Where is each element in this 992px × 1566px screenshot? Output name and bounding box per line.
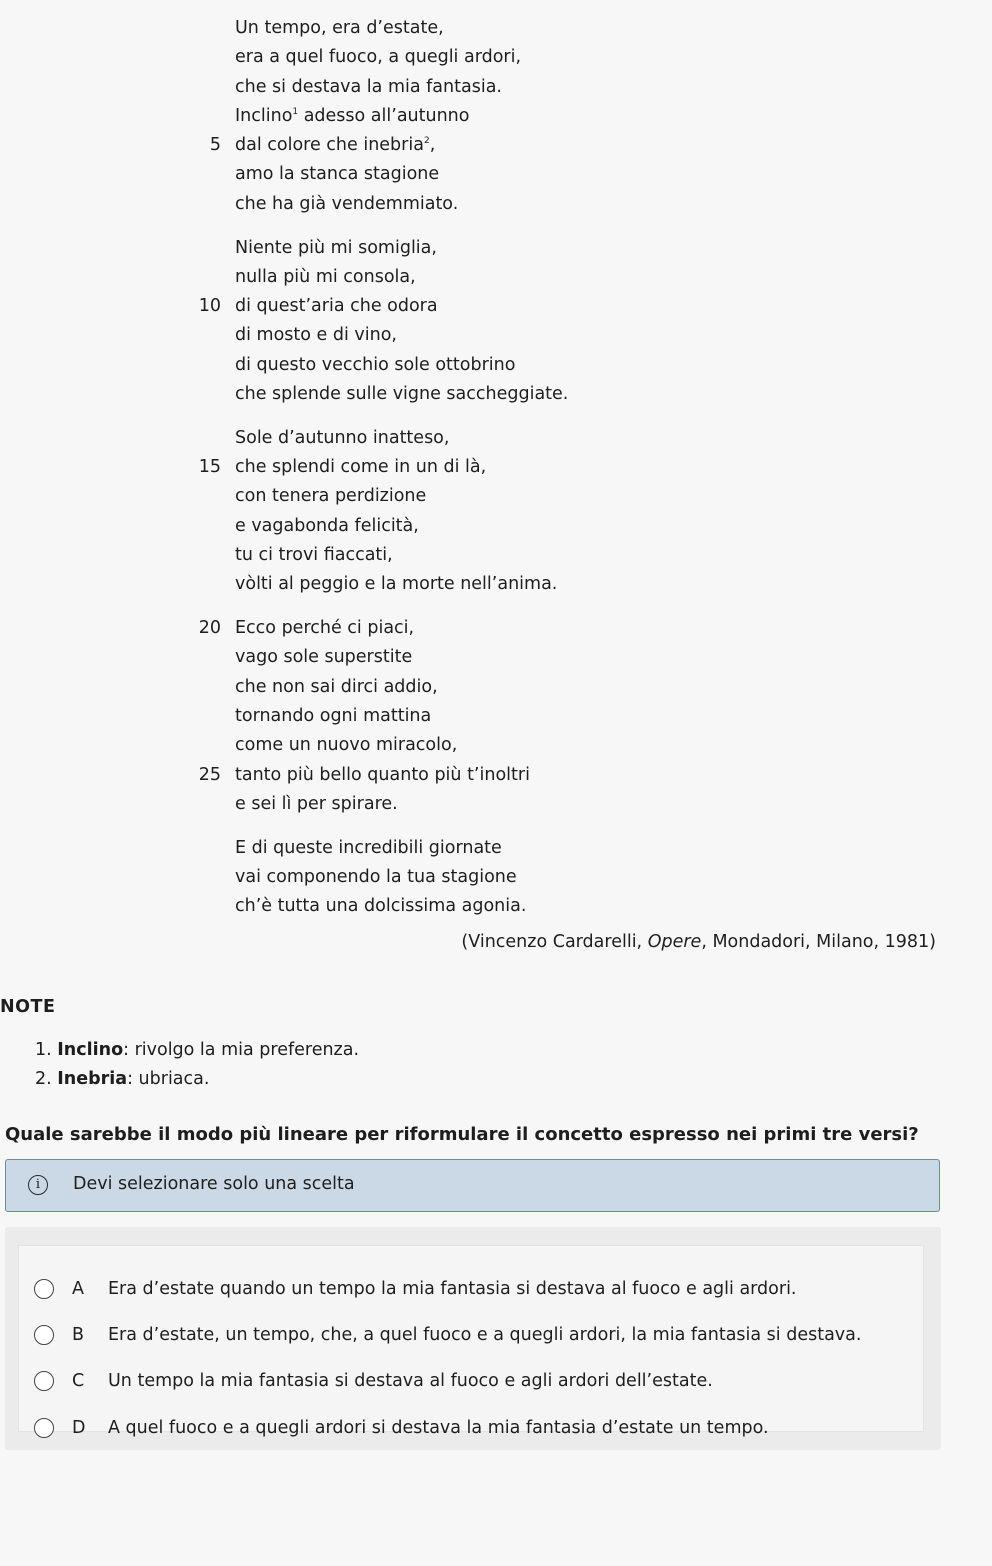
line-text-main: Inclino bbox=[235, 105, 293, 126]
line-number: 25 bbox=[198, 764, 221, 785]
option-text: A quel fuoco e a quegli ardori si destava la mia fantasia d’estate un tempo. bbox=[108, 1418, 769, 1438]
option-c[interactable] bbox=[34, 1369, 914, 1397]
line-text: vai componendo la tua stagione bbox=[235, 867, 517, 888]
line-number: 10 bbox=[198, 296, 221, 317]
poem-line bbox=[0, 380, 992, 409]
line-text-main: dal colore che inebria bbox=[235, 135, 424, 156]
stanza bbox=[0, 14, 992, 219]
option-text: Un tempo la mia fantasia si destava al fuoco e agli ardori dell’estate. bbox=[108, 1371, 713, 1391]
source-title: Opere bbox=[647, 932, 702, 952]
line-text: che splendi come in un di là, bbox=[235, 457, 487, 478]
line-text: e vagabonda felicità, bbox=[235, 515, 419, 536]
line-number: 20 bbox=[198, 618, 221, 639]
line-text: tu ci trovi fiaccati, bbox=[235, 545, 393, 566]
notes-title: NOTE bbox=[0, 997, 56, 1017]
line-text-rest: adesso all’autunno bbox=[298, 105, 470, 126]
line-text: che ha già vendemmiato. bbox=[235, 193, 459, 214]
line-number: 5 bbox=[209, 135, 221, 156]
note-term: Inebria bbox=[57, 1069, 128, 1089]
line-text: vòlti al peggio e la morte nell’anima. bbox=[235, 574, 558, 595]
info-banner bbox=[5, 1159, 940, 1212]
poem-line bbox=[0, 790, 992, 819]
poem-line bbox=[0, 614, 992, 643]
option-letter: C bbox=[72, 1371, 85, 1391]
info-icon: i bbox=[28, 1175, 48, 1195]
poem-line bbox=[0, 160, 992, 189]
line-text: vago sole superstite bbox=[235, 647, 413, 668]
option-b[interactable] bbox=[34, 1323, 914, 1351]
line-text: Niente più mi somiglia, bbox=[235, 237, 437, 258]
radio-button[interactable] bbox=[34, 1279, 54, 1299]
line-text: Ecco perché ci piaci, bbox=[235, 618, 415, 639]
info-text: Devi selezionare solo una scelta bbox=[73, 1174, 355, 1194]
poem-line bbox=[0, 131, 992, 160]
line-text: Un tempo, era d’estate, bbox=[235, 18, 444, 38]
option-text: Era d’estate quando un tempo la mia fantasia si destava al fuoco e agli ardori. bbox=[108, 1279, 797, 1299]
poem-line bbox=[0, 892, 992, 921]
poem-line bbox=[0, 643, 992, 672]
poem-line bbox=[0, 512, 992, 541]
line-text: come un nuovo miracolo, bbox=[235, 735, 458, 756]
line-text: che splende sulle vigne saccheggiate. bbox=[235, 384, 569, 405]
question-text: Quale sarebbe il modo più lineare per riformulare il concetto espresso nei primi tre versi? bbox=[5, 1124, 919, 1145]
line-text: che non sai dirci addio, bbox=[235, 676, 438, 697]
poem-line bbox=[0, 73, 992, 102]
note-index: 2. bbox=[35, 1069, 52, 1089]
option-letter: A bbox=[72, 1279, 84, 1299]
option-a[interactable] bbox=[34, 1277, 914, 1305]
option-letter: D bbox=[72, 1418, 86, 1438]
poem-line bbox=[0, 263, 992, 292]
footnote-ref: 1 bbox=[292, 106, 299, 117]
line-text: con tenera perdizione bbox=[235, 486, 427, 507]
stanza bbox=[0, 834, 992, 922]
radio-button[interactable] bbox=[34, 1418, 54, 1438]
line-text: tanto più bello quanto più t’inoltri bbox=[235, 764, 530, 785]
poem-line bbox=[0, 102, 992, 131]
note-definition: : ubriaca. bbox=[127, 1069, 210, 1089]
line-text: nulla più mi consola, bbox=[235, 266, 416, 287]
note-item bbox=[35, 1069, 209, 1089]
poem-line bbox=[0, 702, 992, 731]
note-term: Inclino bbox=[57, 1040, 124, 1060]
poem-line bbox=[0, 190, 992, 219]
source-publisher: , Mondadori, Milano, 1981) bbox=[701, 932, 936, 952]
option-letter: B bbox=[72, 1325, 85, 1345]
options-list bbox=[18, 1245, 924, 1438]
line-text: amo la stanca stagione bbox=[235, 164, 440, 185]
poem-line bbox=[0, 482, 992, 511]
line-text: e sei lì per spirare. bbox=[235, 793, 398, 814]
option-text: Era d’estate, un tempo, che, a quel fuoco e a quegli ardori, la mia fantasia si destava. bbox=[108, 1325, 862, 1345]
footnote-ref: 2 bbox=[423, 136, 430, 147]
poem bbox=[0, 14, 992, 936]
note-definition: : rivolgo la mia preferenza. bbox=[123, 1040, 360, 1060]
poem-line bbox=[0, 321, 992, 350]
poem-line bbox=[0, 292, 992, 321]
stanza bbox=[0, 234, 992, 410]
poem-line bbox=[0, 43, 992, 72]
line-text: ch’è tutta una dolcissima agonia. bbox=[235, 896, 527, 917]
poem-line bbox=[0, 234, 992, 263]
poem-line bbox=[0, 14, 992, 43]
line-text: Sole d’autunno inatteso, bbox=[235, 427, 450, 448]
line-text: tornando ogni mattina bbox=[235, 706, 432, 727]
poem-line bbox=[0, 453, 992, 482]
radio-button[interactable] bbox=[34, 1371, 54, 1391]
poem-line bbox=[0, 761, 992, 790]
poem-line bbox=[0, 424, 992, 453]
poem-source bbox=[461, 932, 936, 952]
line-text: E di queste incredibili giornate bbox=[235, 837, 502, 858]
radio-button[interactable] bbox=[34, 1325, 54, 1345]
line-text: che si destava la mia fantasia. bbox=[235, 76, 502, 97]
line-text bbox=[235, 102, 469, 134]
stanza bbox=[0, 424, 992, 600]
line-text-rest: , bbox=[429, 135, 436, 156]
poem-line bbox=[0, 673, 992, 702]
line-text: di mosto e di vino, bbox=[235, 325, 397, 346]
line-text: di questo vecchio sole ottobrino bbox=[235, 354, 516, 375]
note-item bbox=[35, 1040, 359, 1060]
line-text: era a quel fuoco, a quegli ardori, bbox=[235, 47, 522, 68]
line-number: 15 bbox=[198, 457, 221, 478]
option-d[interactable] bbox=[34, 1416, 914, 1444]
poem-line bbox=[0, 351, 992, 380]
poem-line bbox=[0, 541, 992, 570]
source-author: (Vincenzo Cardarelli, bbox=[461, 932, 648, 952]
stanza bbox=[0, 614, 992, 819]
poem-line bbox=[0, 863, 992, 892]
poem-line bbox=[0, 731, 992, 760]
poem-line bbox=[0, 834, 992, 863]
options-frame bbox=[5, 1227, 941, 1450]
poem-line bbox=[0, 570, 992, 599]
line-text: di quest’aria che odora bbox=[235, 296, 438, 317]
line-text bbox=[235, 131, 435, 163]
note-index: 1. bbox=[35, 1040, 52, 1060]
